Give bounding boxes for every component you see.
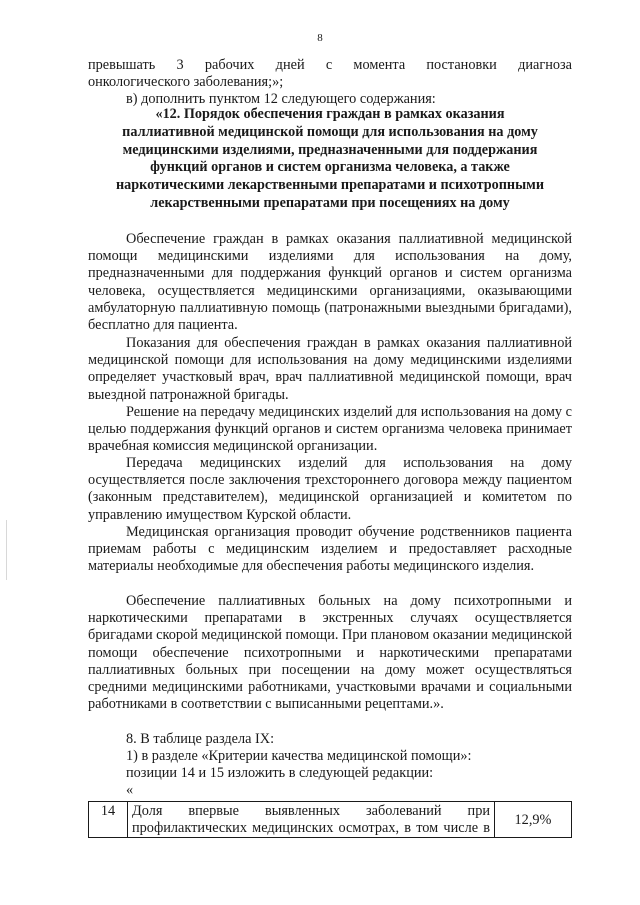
- heading-line-3: медицинскими изделиями, предназначенными для поддержания: [122, 141, 538, 158]
- criteria-table: [88, 801, 572, 838]
- section-heading: [88, 106, 572, 213]
- heading-line-2: паллиативной медицинской помощи для использования на дому: [122, 123, 538, 140]
- amendment-line-3: позиции 14 и 15 изложить в следующей редакции:: [126, 765, 434, 781]
- page-number: 8: [317, 32, 323, 44]
- scan-margin-mark: [6, 520, 7, 580]
- paragraph-5: Медицинская организация проводит обучение родственников пациента приемам работы с медицинским изделием и предоставляет расходные материалы необходимые для обеспечения работы медицинского изделия.: [88, 524, 572, 575]
- table-row: [89, 802, 572, 838]
- heading-line-1: «12. Порядок обеспечения граждан в рамках оказания: [155, 106, 505, 122]
- intro-line-1: превышать 3 рабочих дней с момента постановки диагноза: [88, 57, 572, 73]
- paragraph-2: Показания для обеспечения граждан в рамках оказания паллиативной медицинской помощи для использования на дому медицинскими изделиями определяет участковый врач, врач паллиативной медицинской помощи, врач выездной патронажной бригады.: [88, 335, 572, 403]
- paragraph-3: Решение на передачу медицинских изделий для использования на дому с целью поддержания функций органов и систем организма человека принимает врачебная комиссия медицинской организации.: [88, 404, 572, 455]
- heading-line-5: наркотическими лекарственными препаратами и психотропными: [115, 177, 545, 194]
- row-number-cell: 14: [89, 802, 128, 838]
- amendment-line-2: 1) в разделе «Критерии качества медицинской помощи»:: [126, 748, 472, 764]
- opening-quote: «: [126, 782, 134, 798]
- row-text-line-2: профилактических медицинских осмотрах, в том числе в: [132, 820, 490, 837]
- paragraph-6: Обеспечение паллиативных больных на дому психотропными и наркотическими препаратами в экстренных случаях осуществляется бригадами скорой медицинской помощи. При плановом оказании медицинской помощи обеспечение психотропными и наркотическими препаратами паллиативных больных при посещении на дому может осуществляться средними медицинскими работниками, участковыми врачами и социальными работниками в соответствии с выписанными рецептами.».: [88, 593, 572, 713]
- paragraph-4: Передача медицинских изделий для использования на дому осуществляется после заключения трехстороннего договора между пациентом (законным представителем), медицинской организацией и комитетом по управлению имуществом Курской области.: [88, 455, 572, 523]
- row-text-cell: [128, 802, 495, 838]
- heading-line-4: функций органов и систем организма человека, а также: [150, 159, 510, 176]
- intro-line-2: онкологического заболевания;»;: [88, 74, 284, 90]
- heading-line-6: лекарственными препаратами при посещениях на дому: [150, 194, 510, 211]
- paragraph-1: Обеспечение граждан в рамках оказания паллиативной медицинской помощи медицинскими изделиями для использования на дому, предназначенными для поддержания функций органов и систем организма человека, осуществляется медицинскими организациями, оказывающими амбулаторную паллиативную помощь (патронажными выездными бригадами), бесплатно для пациента.: [88, 231, 572, 334]
- intro-line-3: в) дополнить пунктом 12 следующего содержания:: [126, 91, 436, 107]
- amendment-line-1: 8. В таблице раздела IX:: [126, 731, 275, 747]
- row-text-line-1: Доля впервые выявленных заболеваний при: [132, 803, 490, 819]
- row-value-cell: 12,9%: [495, 802, 572, 838]
